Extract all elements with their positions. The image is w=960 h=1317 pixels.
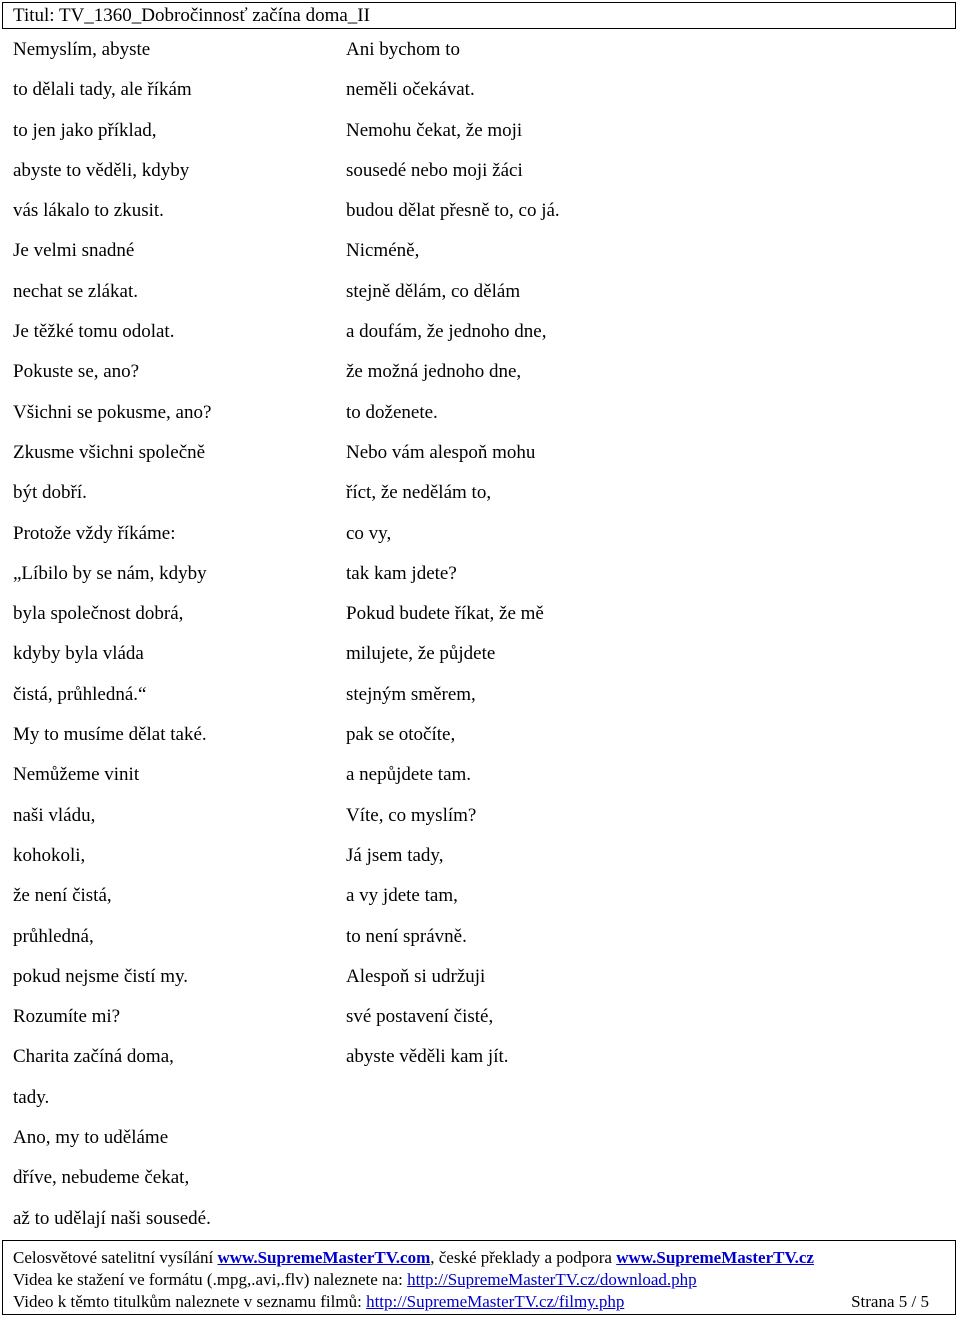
subtitle-line: Zkusme všichni společně xyxy=(13,441,206,463)
subtitle-line: a doufám, že jednoho dne, xyxy=(346,321,547,343)
document-title: Titul: TV_1360_Dobročinnosť začína doma_II xyxy=(2,2,956,29)
subtitle-line: Je těžké tomu odolat. xyxy=(13,321,175,343)
link-films[interactable]: http://SupremeMasterTV.cz/filmy.php xyxy=(366,1292,625,1311)
subtitle-line: průhledná, xyxy=(13,925,94,947)
subtitle-line: stejným směrem, xyxy=(346,683,476,705)
subtitle-line: kohokoli, xyxy=(13,844,86,866)
footer-line-download: Videa ke stažení ve formátu (.mpg,.avi,.flv) naleznete na: http://SupremeMasterTV.cz/download.php xyxy=(13,1270,697,1289)
subtitle-line: že není čistá, xyxy=(13,885,112,907)
subtitle-line: Ani bychom to xyxy=(346,39,460,60)
subtitle-line: být dobří. xyxy=(13,482,87,504)
subtitle-line: a vy jdete tam, xyxy=(346,885,458,907)
subtitle-line: neměli očekávat. xyxy=(346,79,475,101)
page-footer xyxy=(2,1240,956,1315)
subtitle-line: My to musíme dělat také. xyxy=(13,724,207,746)
subtitle-line: tak kam jdete? xyxy=(346,562,457,584)
subtitle-line: Všichni se pokusme, ano? xyxy=(13,401,212,423)
subtitle-line: co vy, xyxy=(346,522,392,544)
subtitle-line: Nebo vám alespoň mohu xyxy=(346,441,536,463)
footer-line-broadcast: Celosvětové satelitní vysílání www.SupremeMasterTV.com, české překlady a podpora www.SupremeMasterTV.cz xyxy=(13,1248,814,1267)
subtitle-line: pak se otočíte, xyxy=(346,724,456,746)
subtitle-line: Víte, co myslím? xyxy=(346,804,477,826)
subtitle-line: tady. xyxy=(13,1086,50,1108)
subtitle-line: až to udělají naši sousedé. xyxy=(13,1207,211,1229)
subtitle-line: byla společnost dobrá, xyxy=(13,603,184,625)
link-supremetv-cz[interactable]: www.SupremeMasterTV.cz xyxy=(616,1248,814,1267)
subtitle-line: milujete, že půjdete xyxy=(346,643,496,665)
subtitle-line: Charita začíná doma, xyxy=(13,1046,174,1068)
subtitle-line: Nemyslím, abyste xyxy=(13,39,151,60)
subtitle-line: Nicméně, xyxy=(346,240,420,262)
subtitle-line: a nepůjdete tam. xyxy=(346,764,472,786)
subtitle-line: Já jsem tady, xyxy=(346,844,444,866)
subtitle-line: budou dělat přesně to, co já. xyxy=(346,200,560,222)
subtitle-line: Rozumíte mi? xyxy=(13,1006,121,1028)
link-supremetv-com[interactable]: www.SupremeMasterTV.com xyxy=(217,1248,431,1267)
subtitle-line: své postavení čisté, xyxy=(346,1006,494,1028)
subtitle-line: Nemohu čekat, že moji xyxy=(346,119,523,141)
left-subtitle-column xyxy=(13,30,333,1239)
subtitle-line: to doženete. xyxy=(346,401,438,423)
subtitle-line: říct, že nedělám to, xyxy=(346,482,492,504)
subtitle-line: to jen jako příklad, xyxy=(13,119,157,141)
page-number: Strana 5 / 5 xyxy=(851,1292,929,1311)
subtitle-line: Protože vždy říkáme: xyxy=(13,522,176,544)
subtitle-line: Ano, my to uděláme xyxy=(13,1127,169,1149)
subtitle-line: stejně dělám, co dělám xyxy=(346,280,521,302)
subtitle-line: abyste věděli kam jít. xyxy=(346,1046,509,1068)
subtitle-line: dříve, nebudeme čekat, xyxy=(13,1167,190,1189)
subtitle-line: Alespoň si udržuji xyxy=(346,965,486,987)
subtitle-line: sousedé nebo moji žáci xyxy=(346,159,523,181)
right-subtitle-column xyxy=(346,30,946,1078)
subtitle-line: že možná jednoho dne, xyxy=(346,361,522,383)
subtitle-line: to dělali tady, ale říkám xyxy=(13,79,192,101)
subtitle-line: abyste to věděli, kdyby xyxy=(13,159,190,181)
subtitle-line: vás lákalo to zkusit. xyxy=(13,200,164,222)
subtitle-line: Pokuste se, ano? xyxy=(13,361,140,383)
subtitle-line: Pokud budete říkat, že mě xyxy=(346,603,544,625)
subtitle-line: to není správně. xyxy=(346,925,467,947)
subtitle-line: „Líbilo by se nám, kdyby xyxy=(13,562,207,584)
subtitle-line: kdyby byla vláda xyxy=(13,643,144,665)
link-download[interactable]: http://SupremeMasterTV.cz/download.php xyxy=(407,1270,697,1289)
subtitle-line: pokud nejsme čistí my. xyxy=(13,965,189,987)
subtitle-line: nechat se zlákat. xyxy=(13,280,139,302)
footer-line-films: Video k těmto titulkům naleznete v seznamu filmů: http://SupremeMasterTV.cz/filmy.php Strana 5 / 5 xyxy=(13,1292,929,1311)
subtitle-line: čistá, průhledná.“ xyxy=(13,683,147,705)
subtitle-line: naši vládu, xyxy=(13,804,96,826)
subtitle-line: Je velmi snadné xyxy=(13,240,135,262)
subtitle-line: Nemůžeme vinit xyxy=(13,764,140,786)
